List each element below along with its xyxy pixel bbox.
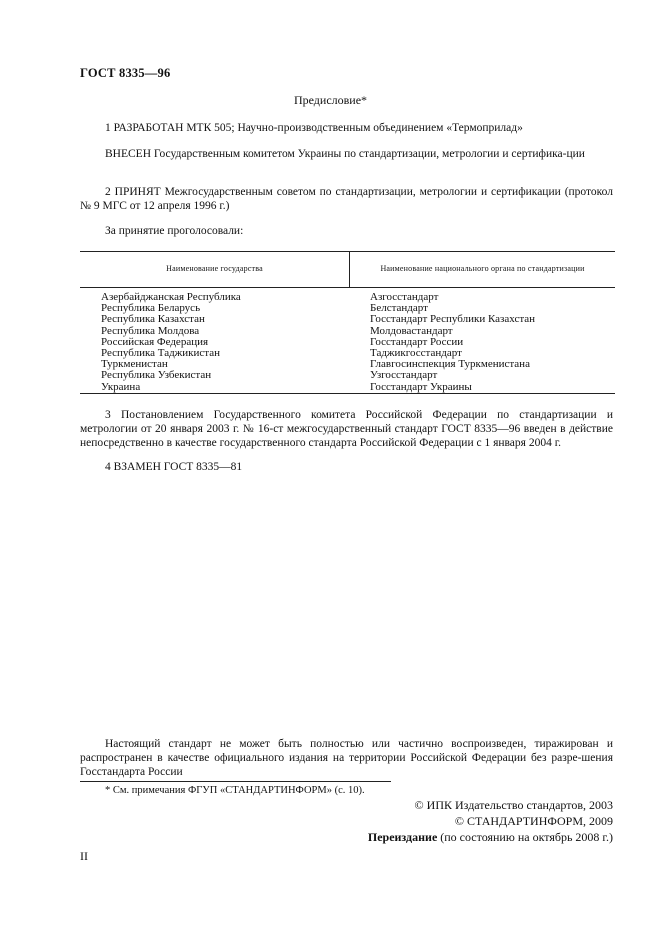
- table-header-divider: [80, 287, 615, 288]
- table-cell-standards-body: Азгосстандарт: [370, 291, 439, 303]
- table-cell-state: Российская Федерация: [101, 335, 209, 348]
- table-cell-standards-body: Главгосинспекция Туркменистана: [370, 358, 530, 371]
- paragraph-copyright-notice: Настоящий стандарт не может быть полностью или частично воспроизведен, тиражирован и распространен в качестве официального издания на территории Российской Федерации без разре-шения Госстандарта России: [80, 738, 613, 778]
- page-number: II: [80, 849, 88, 863]
- table-cell-state: Азербайджанская Республика: [101, 291, 241, 303]
- table-cell-standards-body: Молдовастандарт: [370, 324, 453, 337]
- table-header-state: Наименование государства: [166, 264, 263, 273]
- paragraph-adopted: 2 ПРИНЯТ Межгосударственным советом по стандартизации, метрологии и сертификации (протокол № 9 МГС от 12 апреля 1996 г.): [80, 186, 613, 212]
- table-cell-state: Республика Молдова: [101, 324, 200, 337]
- table-cell-standards-body: Узгосстандарт: [370, 369, 438, 382]
- footnote-divider: [80, 781, 391, 782]
- copyright-line-1: © ИПК Издательство стандартов, 2003: [414, 798, 613, 812]
- table-cell-state: Украина: [101, 380, 141, 393]
- paragraph-replaces: 4 ВЗАМЕН ГОСТ 8335—81: [105, 461, 243, 473]
- table-cell-standards-body: Таджикгосстандарт: [370, 347, 462, 360]
- table-cell-state: Республика Беларусь: [101, 302, 201, 315]
- table-cell-state: Туркменистан: [101, 358, 168, 371]
- table-cell-standards-body: Госстандарт Украины: [370, 380, 472, 393]
- section-title: Предисловие*: [293, 93, 368, 107]
- paragraph-developed: 1 РАЗРАБОТАН МТК 505; Научно-производственным объединением «Термоприлад»: [105, 122, 523, 134]
- table-cell-state: Республика Узбекистан: [101, 369, 212, 382]
- reissue-details: (по состоянию на октябрь 2008 г.): [437, 830, 613, 844]
- table-cell-state: Республика Таджикистан: [101, 347, 220, 360]
- document-code: ГОСТ 8335—96: [80, 66, 171, 80]
- voting-table: [80, 251, 615, 394]
- reissue-line: [368, 830, 613, 845]
- table-cell-standards-body: Белстандарт: [370, 302, 428, 315]
- reissue-label: Переиздание: [367, 830, 438, 844]
- table-column-states: [101, 292, 241, 393]
- table-column-bodies: [370, 292, 535, 393]
- table-cell-standards-body: Госстандарт Республики Казахстан: [370, 313, 536, 326]
- footnote: * См. примечания ФГУП «СТАНДАРТИНФОРМ» (с. 10).: [105, 785, 365, 796]
- table-cell-standards-body: Госстандарт России: [370, 335, 464, 348]
- paragraph-introduced: ВНЕСЕН Государственным комитетом Украины по стандартизации, метрологии и сертифика-ции: [105, 148, 585, 160]
- paragraph-resolution: 3 Постановлением Государственного комитета Российской Федерации по стандартизации и метрологии от 20 января 2003 г. № 16-ст межгосударственный стандарт ГОСТ 8335—96 введен в действие непосредственно в качестве государственного стандарта Российской Федерации с 1 января 2004 г.: [80, 409, 613, 449]
- table-cell-state: Республика Казахстан: [101, 313, 205, 326]
- paragraph-voted: За принятие проголосовали:: [105, 225, 244, 237]
- copyright-line-2: © СТАНДАРТИНФОРМ, 2009: [454, 814, 613, 828]
- table-header-standards-body: Наименование национального органа по стандартизации: [380, 264, 585, 273]
